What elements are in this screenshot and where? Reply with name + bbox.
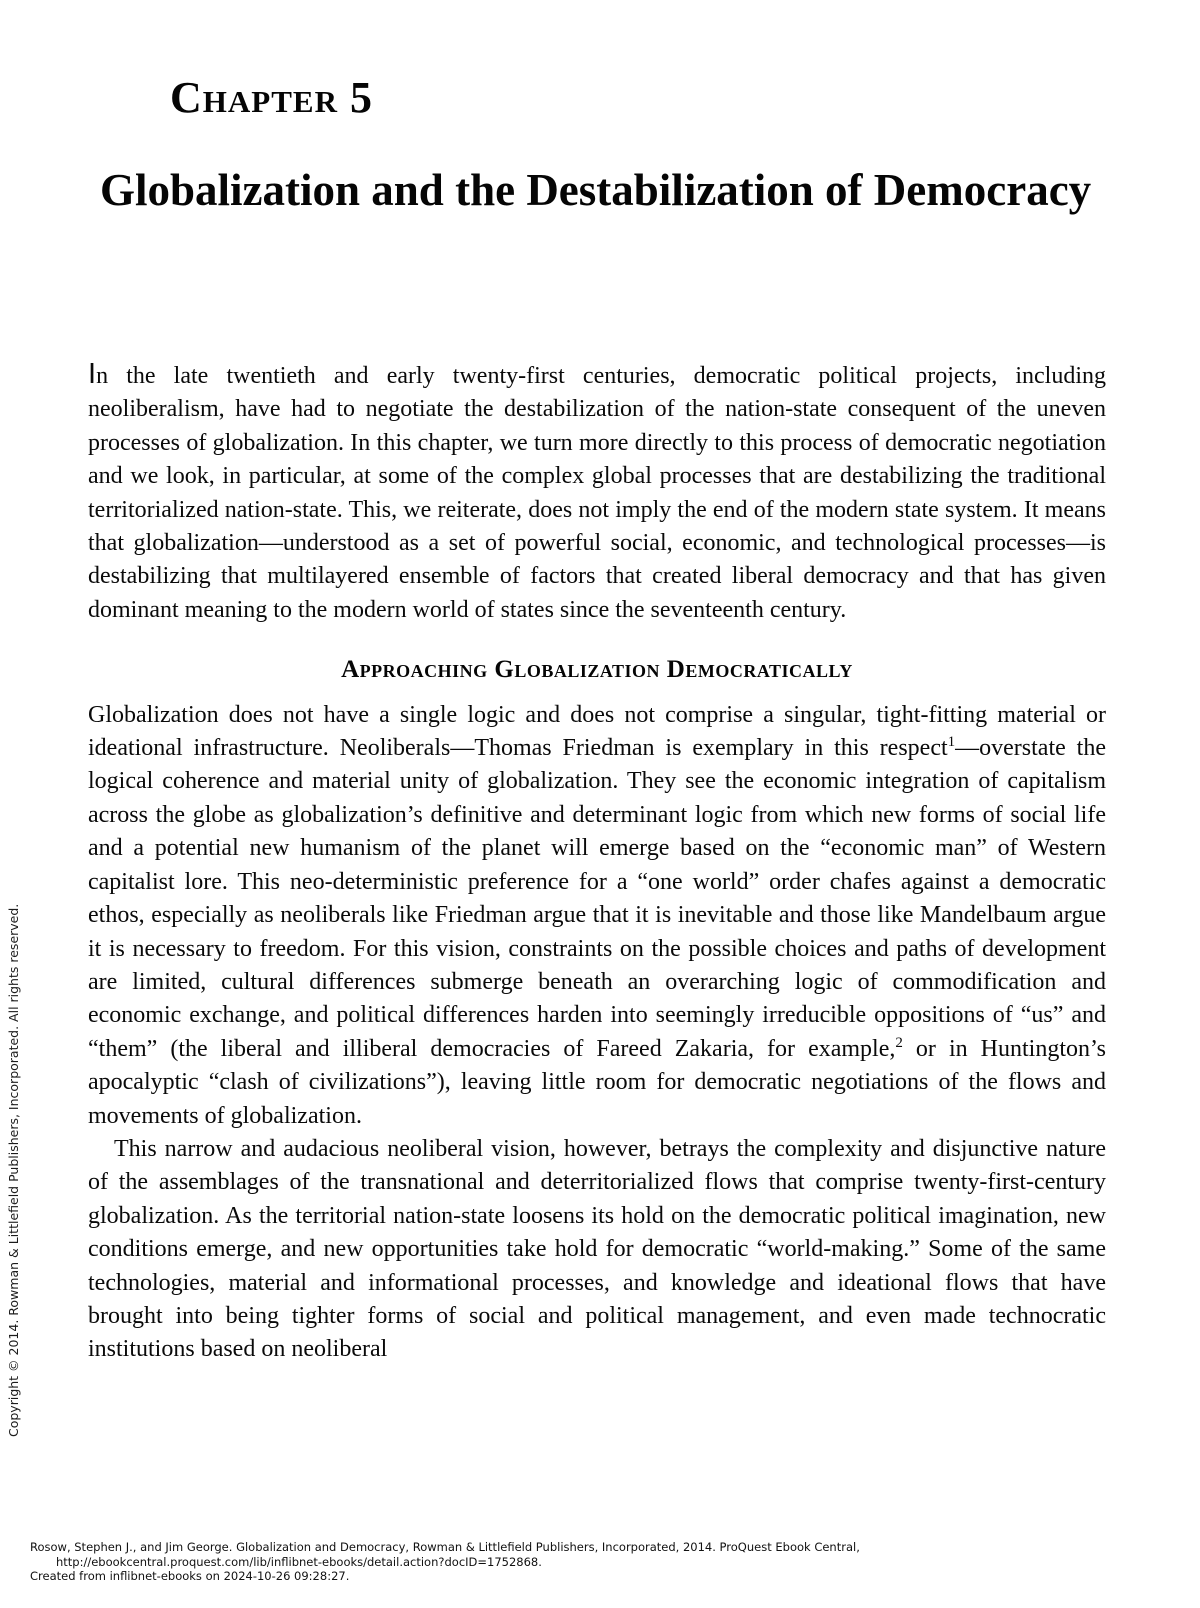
- footnote-ref-2: 2: [895, 1034, 903, 1051]
- citation-created-line: Created from inflibnet-ebooks on 2024-10-26 09:28:27.: [30, 1569, 350, 1583]
- citation-line-1: Rosow, Stephen J., and Jim George. Globalization and Democracy, Rowman & Littlefield Publishers, Incorporated, 2014. ProQuest Ebook Central,: [30, 1540, 860, 1554]
- citation-footer: [30, 1540, 1130, 1584]
- paragraph-2-text-2: —overstate the logical coherence and material unity of globalization. They see the economic integration of capitalism across the globe as globalization’s definitive and determinant logic from which new forms of social life and a potential new humanism of the planet will emerge based on the “economic man” of Western capitalist lore. This neo-deterministic preference for a “one world” order chafes against a democratic ethos, especially as neoliberals like Friedman argue that it is inevitable and those like Mandelbaum argue it is necessary to freedom. For this vision, constraints on the possible choices and paths of development are limited, cultural differences submerge beneath an overarching logic of commodification and economic exchange, and political differences harden into seemingly irreducible oppositions of “us” and “them” (the liberal and illiberal democracies of Fareed Zakaria, for example,: [88, 735, 1106, 1062]
- paragraph-intro: In the late twentieth and early twenty-first centuries, democratic political projects, including neoliberalism, have had to negotiate the destabilization of the nation-state consequent of the uneven processes of globalization. In this chapter, we turn more directly to this process of democratic negotiation and we look, in particular, at some of the complex global processes that are destabilizing the traditional territorialized nation-state. This, we reiterate, does not imply the end of the modern state system. It means that globalization—understood as a set of powerful social, economic, and technological processes—is destabilizing that multilayered ensemble of factors that created liberal democracy and that has given dominant meaning to the modern world of states since the seventeenth century.: [88, 358, 1106, 623]
- paragraph-globalization-logic: [88, 699, 1106, 1133]
- section-heading: Approaching Globalization Democratically: [341, 656, 853, 684]
- page-body: [88, 358, 1106, 1367]
- chapter-title: Globalization and the Destabilization of Democracy: [100, 165, 1092, 216]
- footnote-ref-1: 1: [947, 734, 956, 751]
- paragraph-2-text-3: or in Huntington’s apocalyptic “clash of civilizations”), leaving little room for democratic negotiations of the flows and movements of globalization.: [88, 1035, 1106, 1129]
- citation-url: http://ebookcentral.proquest.com/lib/inflibnet-ebooks/detail.action?docID=1752868.: [56, 1554, 542, 1569]
- paragraph-neoliberal-vision: This narrow and audacious neoliberal vision, however, betrays the complexity and disjunctive nature of the assemblages of the transnational and deterritorialized flows that comprise twenty-first-century globalization. As the territorial nation-state loosens its hold on the democratic political imagination, new conditions emerge, and new opportunities take hold for democratic “world-making.” Some of the same technologies, material and informational processes, and knowledge and ideational flows that have brought into being tighter forms of social and political management, and even made technocratic institutions based on neoliberal: [88, 1135, 1106, 1363]
- copyright-vertical-notice: Copyright © 2014. Rowman & Littlefield Publishers, Incorporated. All rights reserved.: [6, 903, 21, 1437]
- paragraph-2-text-1: Globalization does not have a single logic and does not comprise a singular, tight-fitting material or ideational infrastructure. Neoliberals—Thomas Friedman is exemplary in this respect: [88, 701, 1106, 762]
- chapter-label: Chapter 5: [170, 73, 373, 122]
